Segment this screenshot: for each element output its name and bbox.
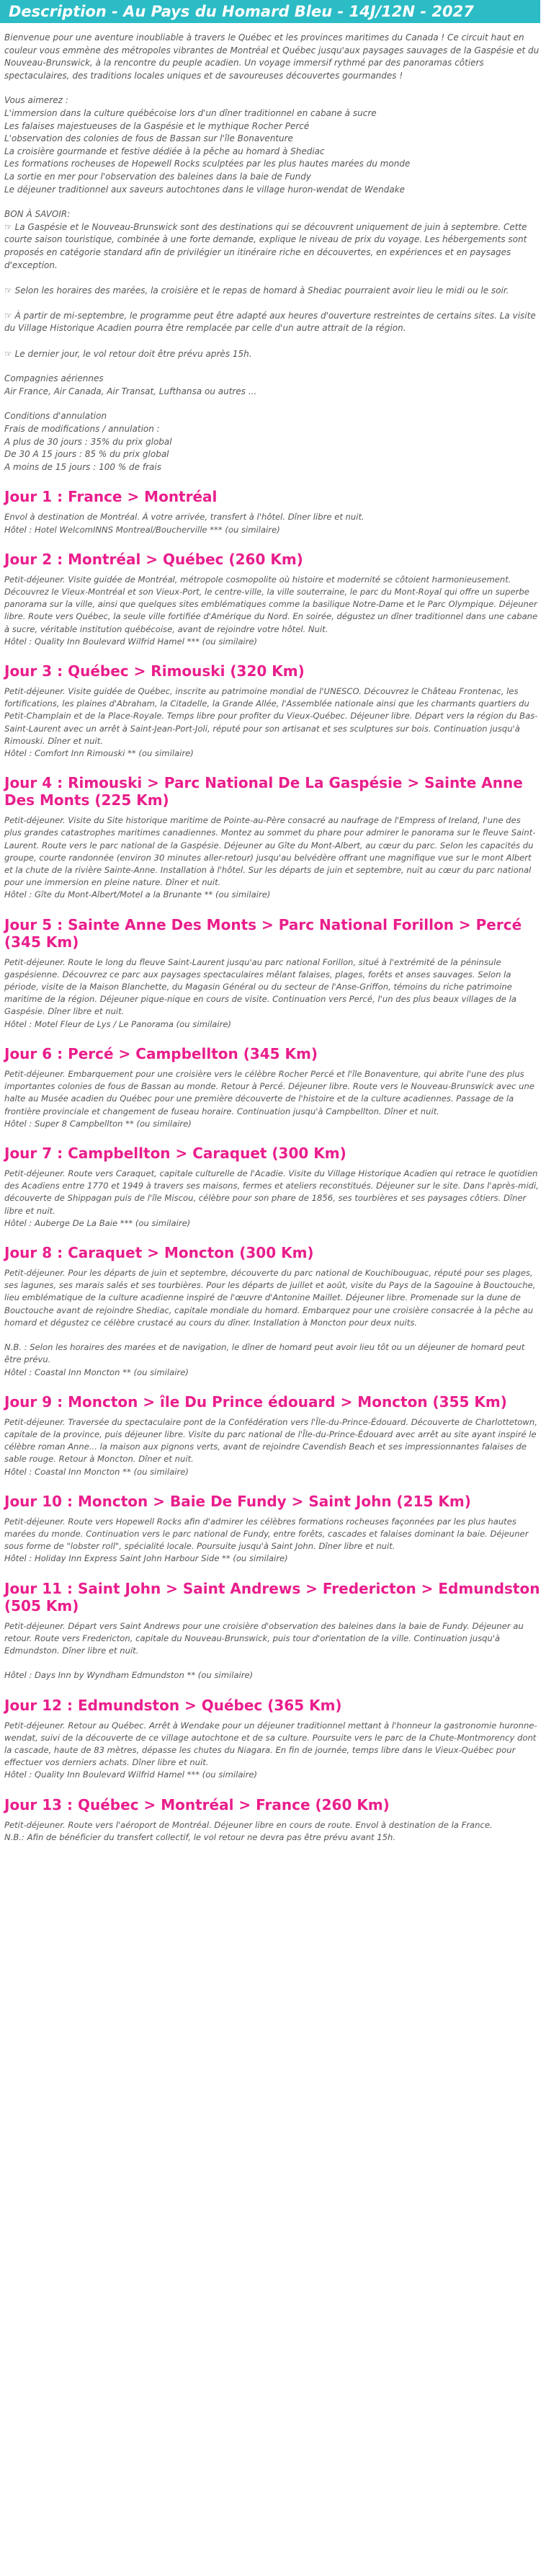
day-description: Petit-déjeuner. Route vers l'aéroport de Montréal. Déjeuner libre en cours de route. Envol à destination de la France. N.B.: Afin de bénéficier du transfert collectif, le vol retour ne devra pas être prévu avant 15h.	[4, 1819, 493, 1842]
day-section	[0, 916, 540, 1031]
intro-paragraph: Bienvenue pour une aventure inoubliable à travers le Québec et les provinces maritimes du Canada ! Ce circuit haut en couleur vous emmène des métropoles vibrantes de Montréal et Québec jusqu'aux paysages sauvages de la Gaspésie et du Nouveau-Brunswick, à la rencontre du peuple acadien. Un voyage immersif rythmé par des panoramas côtiers spectaculaires, des traditions locales uniques et de savoureuses découvertes gourmandes !	[4, 32, 542, 81]
day-section	[0, 1145, 540, 1230]
day-title: Jour 9 : Moncton > île Du Prince édouard > Moncton (355 Km)	[4, 1393, 507, 1411]
day-section	[0, 1580, 540, 1682]
day-description: Petit-déjeuner. Visite guidée de Québec, inscrite au patrimoine mondial de l'UNESCO. Découvrez le Château Frontenac, les fortifications, les plaines d'Abraham, la Citadelle, la Grande Allée, l'Assemblée nationale ainsi que les charmants quartiers du Petit-Champlain et de la Place-Royale. Temps libre pour profiter du Vieux-Québec. Déjeuner libre. Départ vers la région du Bas-Saint-Laurent avec un arrêt à Saint-Jean-Port-Joli, réputé pour son artisanat et ses sculptures sur bois. Continuation jusqu'à Rimouski. Dîner et nuit. Hôtel : Comfort Inn Rimouski ** (ou similaire)	[4, 686, 538, 759]
day-title: Jour 4 : Rimouski > Parc National De La Gaspésie > Sainte Anne Des Monts (225 Km)	[4, 774, 523, 809]
highlights-section: Vous aimerez : L'immersion dans la culture québécoise lors d'un dîner traditionnel en cabane à sucre Les falaises majestueuses de la Gaspésie et le mythique Rocher Percé L'observation des colonies de fous de Bassan sur l'île Bonaventure La croisière gourmande et festive dédiée à la pêche au homard à Shediac Les formations rocheuses de Hopewell Rocks sculptées par les plus hautes marées du monde La sortie en mer pour l'observation des baleines dans la baie de Fundy Le déjeuner traditionnel aux saveurs autochtones dans le village huron-wendat de Wendake	[4, 95, 411, 195]
day-title: Jour 10 : Moncton > Baie De Fundy > Saint John (215 Km)	[4, 1492, 471, 1510]
day-title: Jour 2 : Montréal > Québec (260 Km)	[4, 550, 303, 568]
day-description: Petit-déjeuner. Embarquement pour une croisière vers le célèbre Rocher Percé et l'île Bonaventure, qui abrite l'une des plus importantes colonies de fous de Bassan au monde. Retour à Percé. Déjeuner libre. Route vers le Nouveau-Brunswick avec une halte au Musée acadien du Québec pour une première découverte de l'histoire et de la culture acadiennes. Passage de la frontière provinciale et changement de fuseau horaire. Continuation jusqu'à Campbellton. Dîner et nuit. Hôtel : Super 8 Campbellton ** (ou similaire)	[4, 1068, 534, 1129]
day-title: Jour 1 : France > Montréal	[4, 488, 218, 506]
day-title: Jour 8 : Caraquet > Moncton (300 Km)	[4, 1243, 314, 1261]
day-section	[0, 774, 540, 901]
day-section	[0, 1493, 540, 1565]
day-description: Petit-déjeuner. Traversée du spectaculaire pont de la Confédération vers l'Île-du-Prince-Édouard. Découverte de Charlottetown, capitale de la province, puis déjeuner libre. Visite du parc national de l'Île-du-Prince-Édouard avec arrêt au site ayant inspiré le célèbre roman Anne... la maison aux pignons verts, avant de rejoindre Cavendish Beach et ses impressionnantes falaises de sable rouge. Retour à Moncton. Dîner et nuit. Hôtel : Coastal Inn Moncton ** (ou similaire)	[4, 1416, 537, 1477]
day-description: Petit-déjeuner. Retour au Québec. Arrêt à Wendake pour un déjeuner traditionnel mettant à l'honneur la gastronomie huronne-wendat, suivi de la découverte de ce village autochtone et de sa culture. Poursuite vers le parc de la Chute-Montmorency dont la cascade, haute de 83 mètres, dépasse les chutes du Niagara. En fin de journée, temps libre dans le Vieux-Québec pour effectuer vos derniers achats. Dîner libre et nuit. Hôtel : Quality Inn Boulevard Wilfrid Hamel *** (ou similaire)	[4, 1720, 537, 1780]
day-description: Petit-déjeuner. Visite du Site historique maritime de Pointe-au-Père consacré au naufrage de l'Empress of Ireland, l'une des plus grandes catastrophes maritimes canadiennes. Montez au sommet du phare pour admirer le panorama sur le fleuve Saint-Laurent. Route vers le parc national de la Gaspésie. Déjeuner au Gîte du Mont-Albert, au cœur du parc. Selon les capacités du groupe, courte randonnée (environ 30 minutes aller-retour) jusqu'au belvédère offrant une magnifique vue sur le mont Albert et la chute de la rivière Sainte-Anne. Installation à l'hôtel. Sur les départs de juin et septembre, nuit au cœur du parc national pour une immersion en pleine nature. Dîner et nuit. Hôtel : Gîte du Mont-Albert/Motel a la Brunante ** (ou similaire)	[4, 815, 536, 900]
day-title: Jour 11 : Saint John > Saint Andrews > Fredericton > Edmundston (505 Km)	[4, 1579, 540, 1615]
cancellation-section: Conditions d'annulation Frais de modifications / annulation : A plus de 30 jours : 35% du prix global De 30 A 15 jours : 85 % du prix global A moins de 15 jours : 100 % de frais	[4, 411, 172, 472]
day-title: Jour 6 : Percé > Campbellton (345 Km)	[4, 1044, 318, 1062]
day-section	[0, 488, 540, 536]
day-section	[0, 551, 540, 648]
day-title: Jour 3 : Québec > Rimouski (320 Km)	[4, 662, 305, 680]
day-title: Jour 7 : Campbellton > Caraquet (300 Km)	[4, 1144, 346, 1162]
day-section	[0, 1796, 540, 1844]
good-to-know-section: BON À SAVOIR: ☞ La Gaspésie et le Nouveau-Brunswick sont des destinations qui se découvrent uniquement de juin à septembre. Cette courte saison touristique, combinée à une forte demande, explique le niveau de prix du voyage. Les hébergements sont proposés en catégorie standard afin de privilégier un itinéraire riche en découvertes, en expériences et en paysages d'exception. ☞ Selon les horaires des marées, la croisière et le repas de homard à Shediac pourraient avoir lieu le midi ou le soir. ☞ À partir de mi-septembre, le programme peut être adapté aux heures d'ouverture restreintes de certains sites. La visite du Village Historique Acadien pourra être remplacée par celle d'un autre attrait de la région. ☞ Le dernier jour, le vol retour doit être prévu après 15h.	[4, 209, 536, 359]
day-title: Jour 13 : Québec > Montréal > France (260 Km)	[4, 1795, 390, 1813]
day-section	[0, 1697, 540, 1782]
itinerary	[0, 488, 540, 1844]
day-description: Petit-déjeuner. Pour les départs de juin et septembre, découverte du parc national de Kouchibouguac, réputé pour ses plages, ses lagunes, ses marais salés et ses tourbières. Pour les départs de juillet et août, visite du Pays de la Sagouine à Bouctouche, lieu emblématique de la culture acadienne inspiré de l'œuvre d'Antonine Maillet. Déjeuner libre. Promenade sur la dune de Bouctouche avant de rejoindre Shediac, capitale mondiale du homard. Embarquez pour une croisière consacrée à la pêche au homard et dégustez ce célèbre crustacé au cours du dîner. Installation à Moncton pour deux nuits. N.B. : Selon les horaires des marées et de navigation, le dîner de homard peut avoir lieu tôt ou un déjeuner de homard peut être prévu. Hôtel : Coastal Inn Moncton ** (ou similaire)	[4, 1267, 536, 1377]
day-section	[0, 1045, 540, 1130]
day-section	[0, 1244, 540, 1379]
day-description: Envol à destination de Montréal. À votre arrivée, transfert à l'hôtel. Dîner libre et nuit. Hôtel : Hotel WelcomINNS Montreal/Boucherville *** (ou similaire)	[4, 512, 364, 535]
day-title: Jour 12 : Edmundston > Québec (365 Km)	[4, 1696, 342, 1714]
page-title: Description - Au Pays du Homard Bleu - 14J/12N - 2027	[0, 0, 540, 23]
day-description: Petit-déjeuner. Route vers Caraquet, capitale culturelle de l'Acadie. Visite du Village Historique Acadien qui retrace le quotidien des Acadiens entre 1770 et 1949 à travers ses maisons, fermes et ateliers reconstitués. Déjeuner sur le site. Dans l'après-midi, découverte de Shippagan puis de l'île Miscou, célèbre pour son phare de 1856, ses tourbières et ses paysages côtiers. Dîner libre et nuit. Hôtel : Auberge De La Baie *** (ou similaire)	[4, 1168, 539, 1228]
day-section	[0, 662, 540, 760]
day-description: Petit-déjeuner. Départ vers Saint Andrews pour une croisière d'observation des baleines dans la baie de Fundy. Déjeuner au retour. Route vers Fredericton, capitale du Nouveau-Brunswick, puis tour d'orientation de la ville. Continuation jusqu'à Edmundston. Dîner libre et nuit. Hôtel : Days Inn by Wyndham Edmundston ** (ou similaire)	[4, 1620, 524, 1681]
day-description: Petit-déjeuner. Visite guidée de Montréal, métropole cosmopolite où histoire et modernité se côtoient harmonieusement. Découvrez le Vieux-Montréal et son Vieux-Port, le centre-ville, la ville souterraine, le parc du Mont-Royal qui offre un superbe panorama sur la ville, ainsi que quelques sites emblématiques comme la basilique Notre-Dame et le Parc Olympique. Déjeuner libre. Route vers Québec, la seule ville fortifiée d'Amérique du Nord. En soirée, dégustez un dîner traditionnel dans une cabane à sucre, véritable institution québécoise, avant de rejoindre votre hôtel. Nuit. Hôtel : Quality Inn Boulevard Wilfrid Hamel *** (ou similaire)	[4, 574, 538, 647]
airlines-section: Compagnies aériennes Air France, Air Canada, Air Transat, Lufthansa ou autres ...	[4, 373, 257, 396]
day-description: Petit-déjeuner. Route le long du fleuve Saint-Laurent jusqu'au parc national Forillon, situé à l'extrémité de la péninsule gaspésienne. Découvrez ce parc aux paysages spectaculaires mêlant falaises, plages, forêts et anses sauvages. Selon la période, visite de la Maison Blanchette, du Magasin Général ou du secteur de l'Anse-Griffon, témoins du riche patrimoine maritime de la région. Déjeuner pique-nique en cours de visite. Continuation vers Percé, l'un des plus beaux villages de la Gaspésie. Dîner libre et nuit. Hôtel : Motel Fleur de Lys / Le Panorama (ou similaire)	[4, 956, 516, 1029]
day-title: Jour 5 : Sainte Anne Des Monts > Parc National Forillon > Percé (345 Km)	[4, 915, 522, 951]
day-description: Petit-déjeuner. Route vers Hopewell Rocks afin d'admirer les célèbres formations rocheuses façonnées par les plus hautes marées du monde. Continuation vers le parc national de Fundy, entre forêts, cascades et falaises dominant la baie. Déjeuner sous forme de "lobster roll", spécialité locale. Poursuite jusqu'à Saint John. Dîner libre et nuit. Hôtel : Holiday Inn Express Saint John Harbour Side ** (ou similaire)	[4, 1516, 529, 1564]
day-section	[0, 1393, 540, 1478]
